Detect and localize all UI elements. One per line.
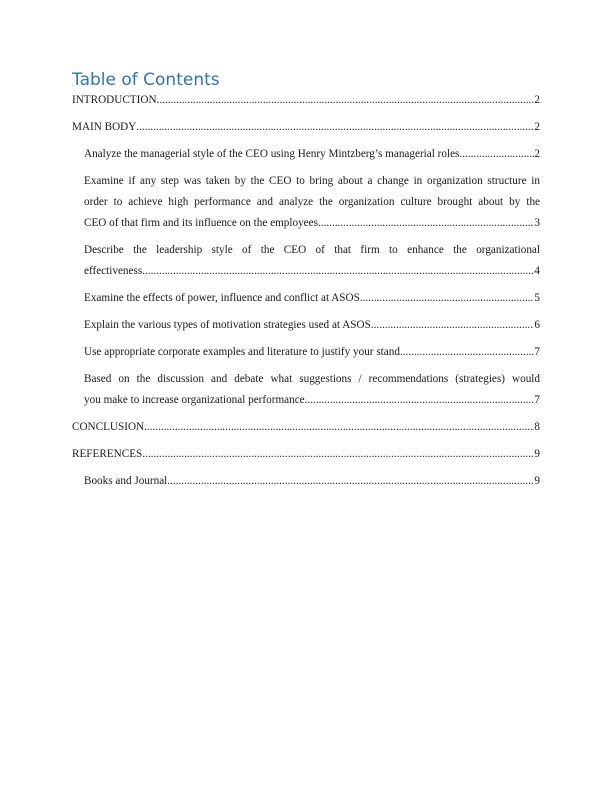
toc-page-number: 2 [534, 148, 540, 160]
toc-page-number: 7 [534, 394, 540, 406]
dot-leader [400, 342, 534, 363]
toc-entry-corporate-examples[interactable] [84, 342, 540, 363]
toc-entry-references[interactable] [72, 444, 540, 465]
dot-leader [144, 417, 534, 438]
toc-entry-text: CONCLUSION [72, 421, 145, 433]
toc-entry-text: Explain the various types of motivation strategies used at ASOS [84, 319, 371, 331]
toc-entry-managerial-style[interactable] [84, 144, 540, 165]
toc-page-number: 8 [534, 421, 540, 433]
dot-leader [371, 315, 535, 336]
toc-page-number: 6 [534, 319, 540, 331]
toc-page-number: 4 [534, 265, 540, 277]
toc-entry-text: you make to increase organizational performance [84, 394, 305, 406]
dot-leader [142, 444, 534, 465]
toc-entry-motivation-strategies[interactable] [84, 315, 540, 336]
toc-entry-books-and-journal[interactable] [84, 471, 540, 492]
dot-leader [136, 117, 534, 138]
dot-leader [157, 90, 535, 111]
toc-entry-text-line: Describe the leadership style of the CEO of that firm to enhance the organizational [84, 244, 540, 256]
toc-page-number: 2 [534, 94, 540, 106]
toc-entry-text: effectiveness [84, 265, 143, 277]
toc-entry-text: MAIN BODY [72, 121, 137, 133]
toc-entry-power-influence-conflict[interactable] [84, 288, 540, 309]
toc-page-number: 9 [534, 448, 540, 460]
toc-page-number: 7 [534, 346, 540, 358]
table-of-contents [72, 90, 540, 498]
toc-entry-text-line: order to achieve high performance and analyze the organization culture brought about by the [84, 196, 540, 208]
toc-entry-recommendations[interactable] [84, 369, 540, 411]
toc-page-number: 2 [534, 121, 540, 133]
toc-page-number: 3 [534, 217, 540, 229]
toc-entry-text: Use appropriate corporate examples and literature to justify your stand [84, 346, 400, 358]
toc-entry-text: INTRODUCTION [72, 94, 157, 106]
dot-leader [360, 288, 535, 309]
toc-entry-text: Analyze the managerial style of the CEO using Henry Mintzberg’s managerial roles [84, 148, 460, 160]
dot-leader [167, 471, 534, 492]
dot-leader [318, 213, 534, 234]
toc-page-number: 9 [534, 475, 540, 487]
dot-leader [305, 390, 535, 411]
toc-entry-introduction[interactable] [72, 90, 540, 111]
toc-page-number: 5 [534, 292, 540, 304]
toc-entry-main-body[interactable] [72, 117, 540, 138]
toc-entry-conclusion[interactable] [72, 417, 540, 438]
toc-entry-text-line: Examine if any step was taken by the CEO to bring about a change in organization structure in [84, 175, 540, 187]
toc-entry-text: CEO of that firm and its influence on the employees [84, 217, 318, 229]
toc-entry-leadership-style[interactable] [84, 240, 540, 282]
toc-entry-text: Books and Journal [84, 475, 168, 487]
dot-leader [142, 261, 534, 282]
toc-title: Table of Contents [72, 70, 220, 90]
dot-leader [459, 144, 534, 165]
toc-entry-text: REFERENCES [72, 448, 143, 460]
toc-entry-text: Examine the effects of power, influence and conflict at ASOS [84, 292, 360, 304]
toc-entry-text-line: Based on the discussion and debate what suggestions / recommendations (strategies) would [84, 373, 540, 385]
toc-entry-organization-structure[interactable] [84, 171, 540, 234]
